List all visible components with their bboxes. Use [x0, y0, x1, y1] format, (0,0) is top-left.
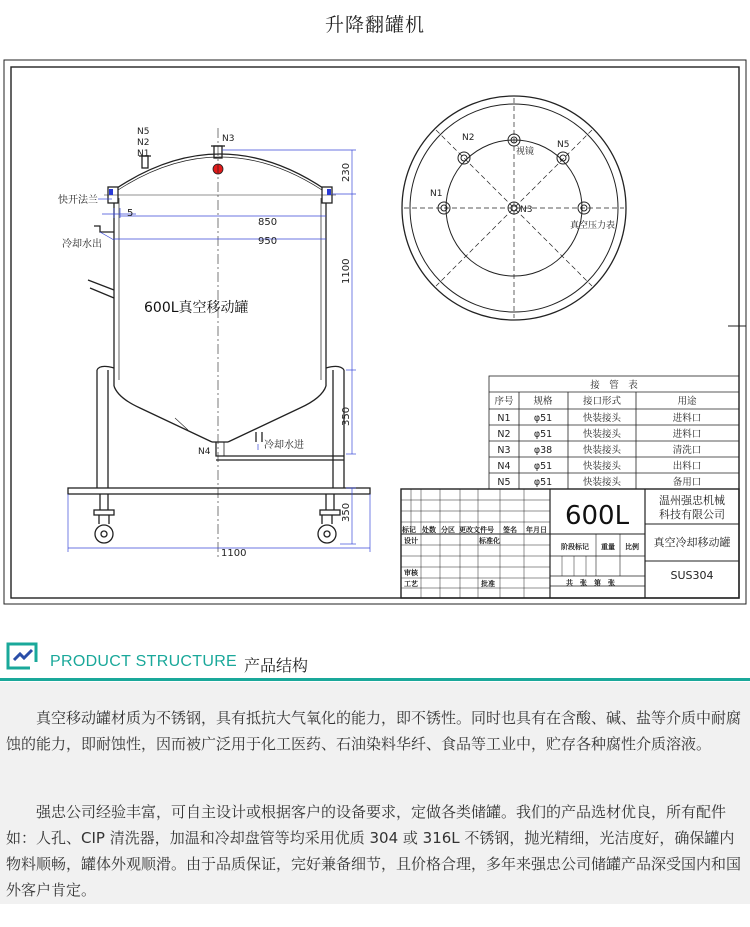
tb-label-mark: 标记	[402, 526, 416, 534]
engineering-drawing	[0, 58, 750, 606]
section-divider	[0, 678, 750, 681]
nozzle-row-2-no: N2	[497, 429, 511, 440]
top-n3: N3	[520, 205, 533, 215]
section-title-en: PRODUCT STRUCTURE	[50, 653, 238, 670]
nozzle-row-5-type: 快装接头	[582, 477, 622, 488]
dim-5: 5	[127, 208, 134, 219]
tb-weight: 重量	[601, 543, 615, 551]
nozzle-row-3-spec: φ38	[533, 445, 553, 456]
label-cooling-in: 冷却水进	[264, 440, 304, 451]
nozzle-row-2-type: 快装接头	[582, 429, 622, 440]
front-view	[68, 146, 370, 543]
tb-standard: 标准化	[479, 537, 500, 545]
nozzle-row-3-use: 清洗口	[672, 445, 702, 456]
description-panel	[0, 682, 750, 904]
tb-volume: 600L	[564, 501, 630, 531]
tb-label-change-doc: 更改文件号	[459, 526, 494, 534]
label-quick-flange: 快开法兰	[58, 195, 98, 206]
dim-350-legs: 350	[341, 502, 352, 522]
dim-1100-height: 1100	[341, 258, 352, 284]
nozzle-row-1-no: N1	[497, 413, 511, 424]
dim-1100-width: 1100	[221, 548, 247, 559]
nozzle-row-2-use: 进料口	[672, 429, 702, 440]
nozzle-row-5-use: 备用口	[672, 477, 702, 488]
nozzle-row-1-spec: φ51	[533, 413, 553, 424]
nozzle-row-5-spec: φ51	[533, 477, 553, 488]
nozzle-row-3-no: N3	[497, 445, 511, 456]
top-sight-glass: 视镜	[516, 147, 535, 157]
section-title-cn: 产品结构	[244, 656, 309, 675]
nozzle-header-spec: 规格	[533, 396, 553, 407]
nozzle-row-4-no: N4	[497, 461, 511, 472]
tb-approve: 批准	[481, 580, 495, 588]
tb-review: 审核	[404, 569, 418, 577]
section-header	[0, 640, 750, 682]
label-cooling-out: 冷却水出	[62, 239, 102, 250]
tb-stage: 阶段标记	[561, 543, 589, 551]
tb-company-line2: 科技有限公司	[659, 508, 725, 521]
tb-label-zone: 分区	[441, 526, 455, 534]
description-paragraph-2: 强忠公司经验丰富，可自主设计或根据客户的设备要求，定做各类储罐。我们的产品选材优良，所有配件如：人孔、CIP 清洗器，加温和冷却盘管等均采用优质 304 或 316L 不锈钢，抛光精细，光洁度好，确保罐内物料顺畅，罐体外观顺滑。由于品质保证，完好兼备细节，且价格合理，多年来强忠公司储罐产品深受国内和国外客户肯定。	[6, 803, 742, 899]
tb-material: SUS304	[670, 569, 714, 582]
tb-sheets: 共 张 第 张	[566, 579, 615, 587]
dimension-lines	[68, 150, 370, 552]
tank-label: 600L真空移动罐	[144, 300, 249, 316]
nozzle-row-5-no: N5	[497, 477, 511, 488]
label-n5: N5	[137, 127, 150, 137]
nozzle-row-3-type: 快装接头	[582, 445, 622, 456]
nozzle-row-1-use: 进料口	[672, 413, 702, 424]
nozzle-header-use: 用途	[677, 396, 697, 407]
page-title: 升降翻罐机	[324, 14, 425, 36]
dim-950: 950	[258, 236, 278, 247]
tb-product: 真空冷却移动罐	[653, 536, 731, 549]
tb-company-line1: 温州强忠机械	[659, 494, 725, 507]
tb-scale: 比例	[625, 543, 639, 551]
tb-label-date: 年月日	[526, 526, 547, 534]
top-n2: N2	[462, 133, 475, 143]
nozzle-row-4-spec: φ51	[533, 461, 553, 472]
nozzle-header-type: 接口形式	[582, 396, 622, 407]
nozzle-row-1-type: 快装接头	[582, 413, 622, 424]
label-n1: N1	[137, 149, 150, 159]
product-structure-icon	[6, 642, 42, 672]
nozzle-row-4-use: 出料口	[672, 461, 702, 472]
dim-350-cone: 350	[341, 406, 352, 426]
nozzle-table-title: 接 管 表	[590, 380, 638, 391]
nozzle-row-2-spec: φ51	[533, 429, 553, 440]
dim-230: 230	[341, 162, 352, 182]
tb-label-count: 处数	[422, 526, 436, 534]
description-paragraph-1: 真空移动罐材质为不锈钢，具有抵抗大气氧化的能力，即不锈性。同时也具有在含酸、碱、盐等介质中耐腐蚀的能力，即耐蚀性，因而被广泛用于化工医药、石油染料华纤、食品等工业中，贮存各种腐性介质溶液。	[6, 709, 742, 753]
label-n4: N4	[198, 447, 211, 457]
nozzle-header-no: 序号	[494, 396, 514, 407]
top-n5: N5	[557, 140, 570, 150]
tb-label-sign: 签名	[503, 526, 517, 534]
tb-design: 设计	[404, 537, 418, 545]
top-n1: N1	[430, 189, 443, 199]
tb-process: 工艺	[404, 580, 418, 588]
label-n2: N2	[137, 138, 150, 148]
top-view	[402, 96, 626, 320]
top-vacuum-gauge: 真空压力表	[570, 221, 616, 231]
nozzle-row-4-type: 快装接头	[582, 461, 622, 472]
dim-850: 850	[258, 217, 278, 228]
label-n3-front: N3	[222, 134, 235, 144]
